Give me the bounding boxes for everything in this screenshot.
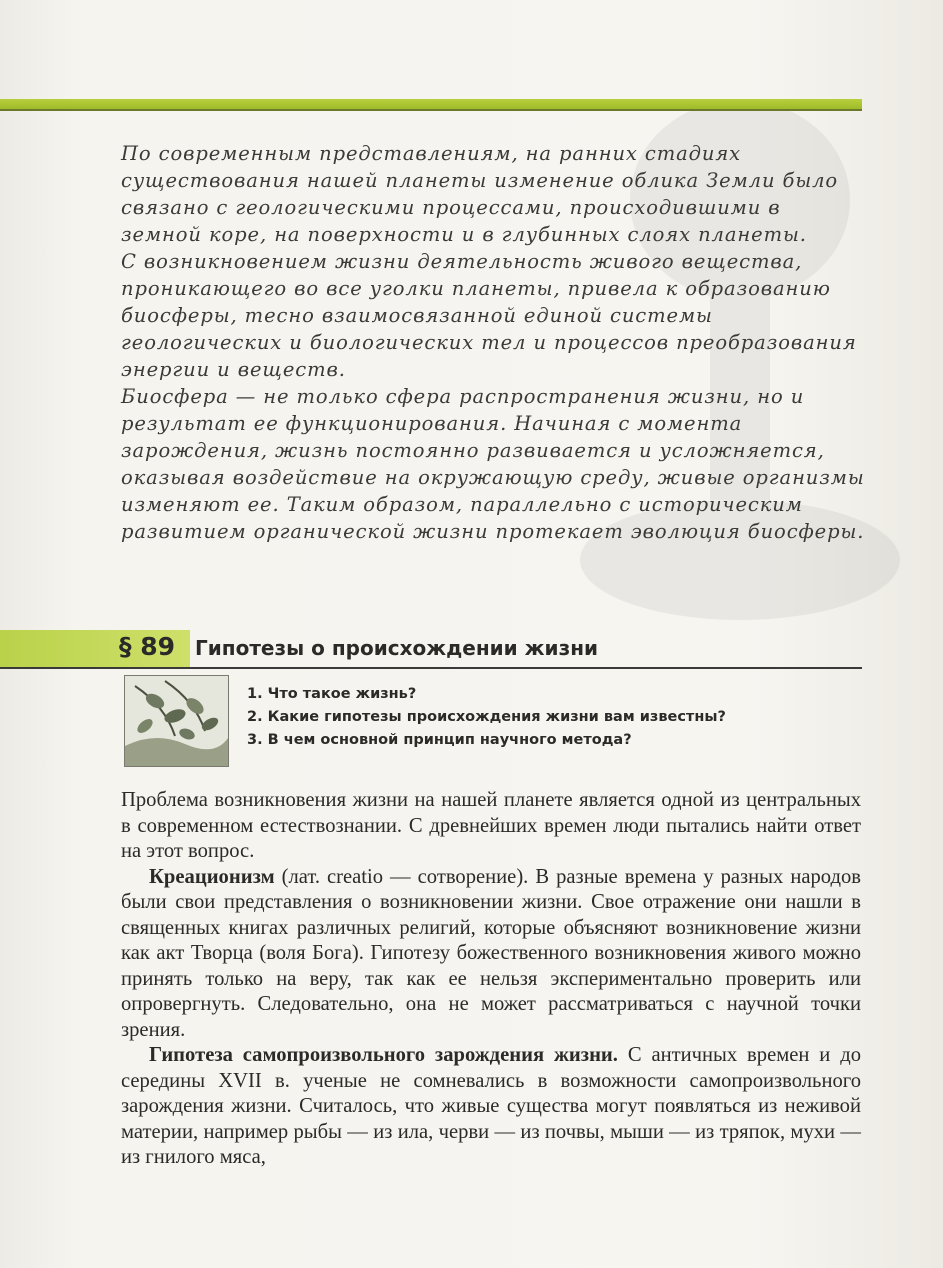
intro-paragraph-2: С возникновением жизни деятельность живого вещества, проникающего во все уголки планеты, привела к образованию биосферы, тесно взаимосвязанной единой системы геологических и биологических тел и процессов преобразования энергии и веществ. xyxy=(121,250,857,381)
review-questions xyxy=(247,683,726,752)
body-paragraph-2 xyxy=(121,865,861,1044)
leaves-drawing-icon xyxy=(125,676,228,766)
section-illustration xyxy=(124,675,229,767)
section-number: § 89 xyxy=(119,632,175,661)
question-2: 2. Какие гипотезы происхождения жизни вам известны? xyxy=(247,709,726,725)
body-paragraph-3-text: С античных времен и до середины XVII в. ученые не сомневались в возможности самопроизвольного зарождения жизни. Считалось, что живые существа могут появляться из неживой материи, например рыбы — из ила, черви — из почвы, мыши — из тряпок, мухи — из гнилого мяса, xyxy=(121,1044,861,1168)
section-header-rule xyxy=(0,667,862,669)
top-rule-shadow xyxy=(0,109,862,111)
body-paragraph-2-text: (лат. creatio — сотворение). В разные времена у разных народов были свои представления о возникновении жизни. Свое отражение они нашли в священных книгах различных религий, которые объясняют возникновение жизни как акт Творца (воля Бога). Гипотезу божественного возникновения живого можно принять только на веру, так как ее нельзя экспериментально проверить или опровергнуть. Следовательно, она не может рассматриваться с научной точки зрения. xyxy=(121,865,861,1041)
section-title: Гипотезы о происхождении жизни xyxy=(195,636,599,660)
main-text xyxy=(121,788,861,1171)
body-paragraph-3 xyxy=(121,1043,861,1171)
top-green-rule xyxy=(0,99,862,109)
question-1: 1. Что такое жизнь? xyxy=(247,686,417,702)
intro-text xyxy=(121,140,866,545)
term-creationism: Креационизм xyxy=(149,865,275,888)
intro-paragraph-3: Биосфера — не только сфера распространения жизни, но и результат ее функционирования. Начиная с момента зарождения, жизнь постоянно развивается и усложняется, оказывая воздействие на окружающую среду, живые организмы изменяют ее. Таким образом, параллельно с историческим развитием органической жизни протекает эволюция биосферы. xyxy=(121,385,865,543)
question-3: 3. В чем основной принцип научного метода? xyxy=(247,732,632,748)
body-paragraph-1: Проблема возникновения жизни на нашей планете является одной из центральных в современном естествознании. С древнейших времен люди пытались найти ответ на этот вопрос. xyxy=(121,789,861,862)
intro-paragraph-1: По современным представлениям, на ранних стадиях существования нашей планеты изменение облика Земли было связано с геологическими процессами, происходившими в земной коре, на поверхности и в глубинных слоях планеты. xyxy=(121,142,839,246)
term-spontaneous-generation: Гипотеза самопроизвольного зарождения жизни. xyxy=(149,1044,618,1066)
